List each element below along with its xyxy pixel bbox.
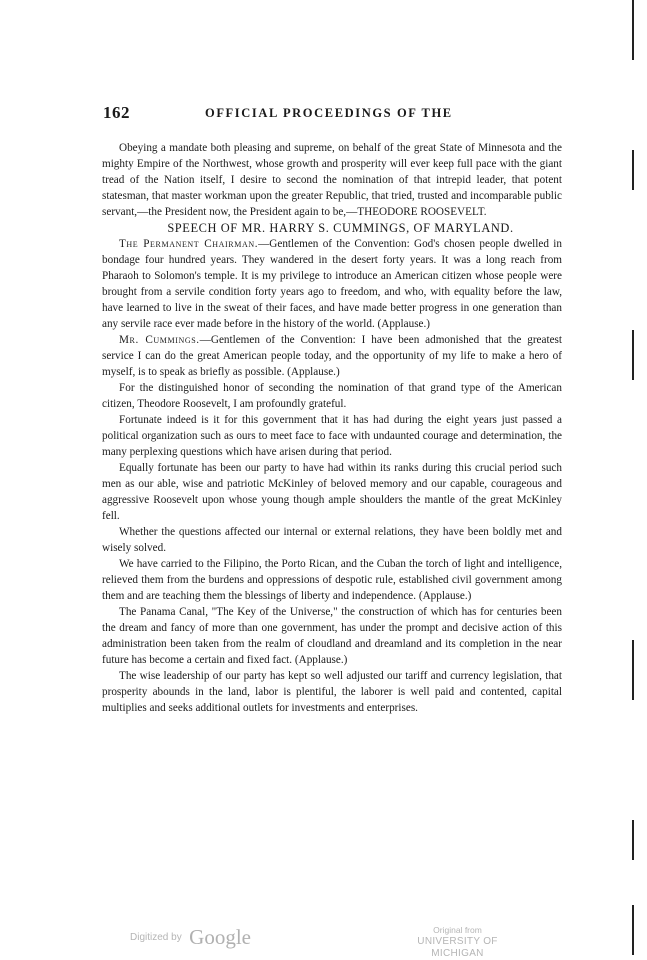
digitized-by-google-watermark [130,925,251,950]
original-from-label: Original from [433,925,482,935]
speaker-cummings: Mr. Cummings. [119,334,200,346]
page-header [103,103,563,126]
paragraph: The Panama Canal, "The Key of the Universe," the construction of which has for centuries been the dream and fancy of more than one government, has under the prompt and decisive action of this administration been taken from the realm of cloudland and dreamland and its completion in the near future has become a certain and fixed fact. (Applause.) [102,606,562,666]
section-heading: SPEECH OF MR. HARRY S. CUMMINGS, OF MARYLAND. [167,221,514,235]
body-text [102,140,562,716]
page-number: 162 [103,103,130,122]
paragraph: Fortunate indeed is it for this government that it has had during the eight years just passed a political organization such as ours to meet face to face with undaunted courage and determination, the many perplexing questions which have arisen during that period. [102,414,562,458]
page-edge-line [632,0,635,960]
paragraph: The wise leadership of our party has kept so well adjusted our tariff and currency legislation, that prosperity abounds in the land, labor is plentiful, the laborer is well paid and contented, capital multiplies and seeks additional outlets for investments and enterprises. [102,670,562,714]
paragraph: For the distinguished honor of seconding the nomination of that grand type of the American citizen, Theodore Roosevelt, I am profoundly grateful. [102,382,562,410]
paragraph-cummings [102,332,562,380]
digitized-by-label: Digitized by [130,932,182,943]
paragraph-chairman [102,236,562,332]
paragraph: Equally fortunate has been our party to have had within its ranks during this crucial period such men as our able, wise and patriotic McKinley of beloved memory and our capable, courageous and aggressive Roosevelt upon whose young though ample shoulders the mantle of the great McKinley fell. [102,462,562,522]
paragraph-minnesota: Obeying a mandate both pleasing and supreme, on behalf of the great State of Minnesota and the mighty Empire of the Northwest, whose growth and prosperity will ever keep full pace with the giant tread of the Nation itself, I desire to second the nomination of that intrepid leader, that potent statesman, that master workman upon the greater Republic, that tried, trusted and incomparable public servant,—the President now, the President again to be,—THEODORE ROOSEVELT. [102,142,562,218]
paragraph: We have carried to the Filipino, the Porto Rican, and the Cuban the torch of light and intelligence, relieved them from the burdens and oppressions of despotic rule, established civil government among them and are teaching them the blessings of liberty and independence. (Applause.) [102,558,562,602]
running-head: OFFICIAL PROCEEDINGS OF THE [205,106,453,120]
university-label: UNIVERSITY OF MICHIGAN [417,936,498,959]
paragraph: Whether the questions affected our internal or external relations, they have been boldly met and wisely solved. [102,526,562,554]
google-logo: Google [189,925,251,949]
original-from-watermark [390,925,525,960]
cummings-text: —Gentlemen of the Convention: I have been admonished that the greatest service I can do the great American people today, and the opportunity of my life to make a hero of myself, is to speak as briefly as possible. (Applause.) [102,334,563,378]
speaker-chairman: The Permanent Chairman. [119,238,259,250]
chairman-text: —Gentlemen of the Convention: God's chosen people dwelled in bondage four hundred years. They wandered in the desert forty years. It was a long reach from Pharaoh to Solomon's temple. It is my privilege to introduce an American citizen whose people were brought from a servile condition forty years ago to freedom, and who, with equality before the law, have learned to live in the sweat of their faces, and have made better progress in one generation than any servile race ever made before in the history of the world. (Applause.) [102,238,562,330]
